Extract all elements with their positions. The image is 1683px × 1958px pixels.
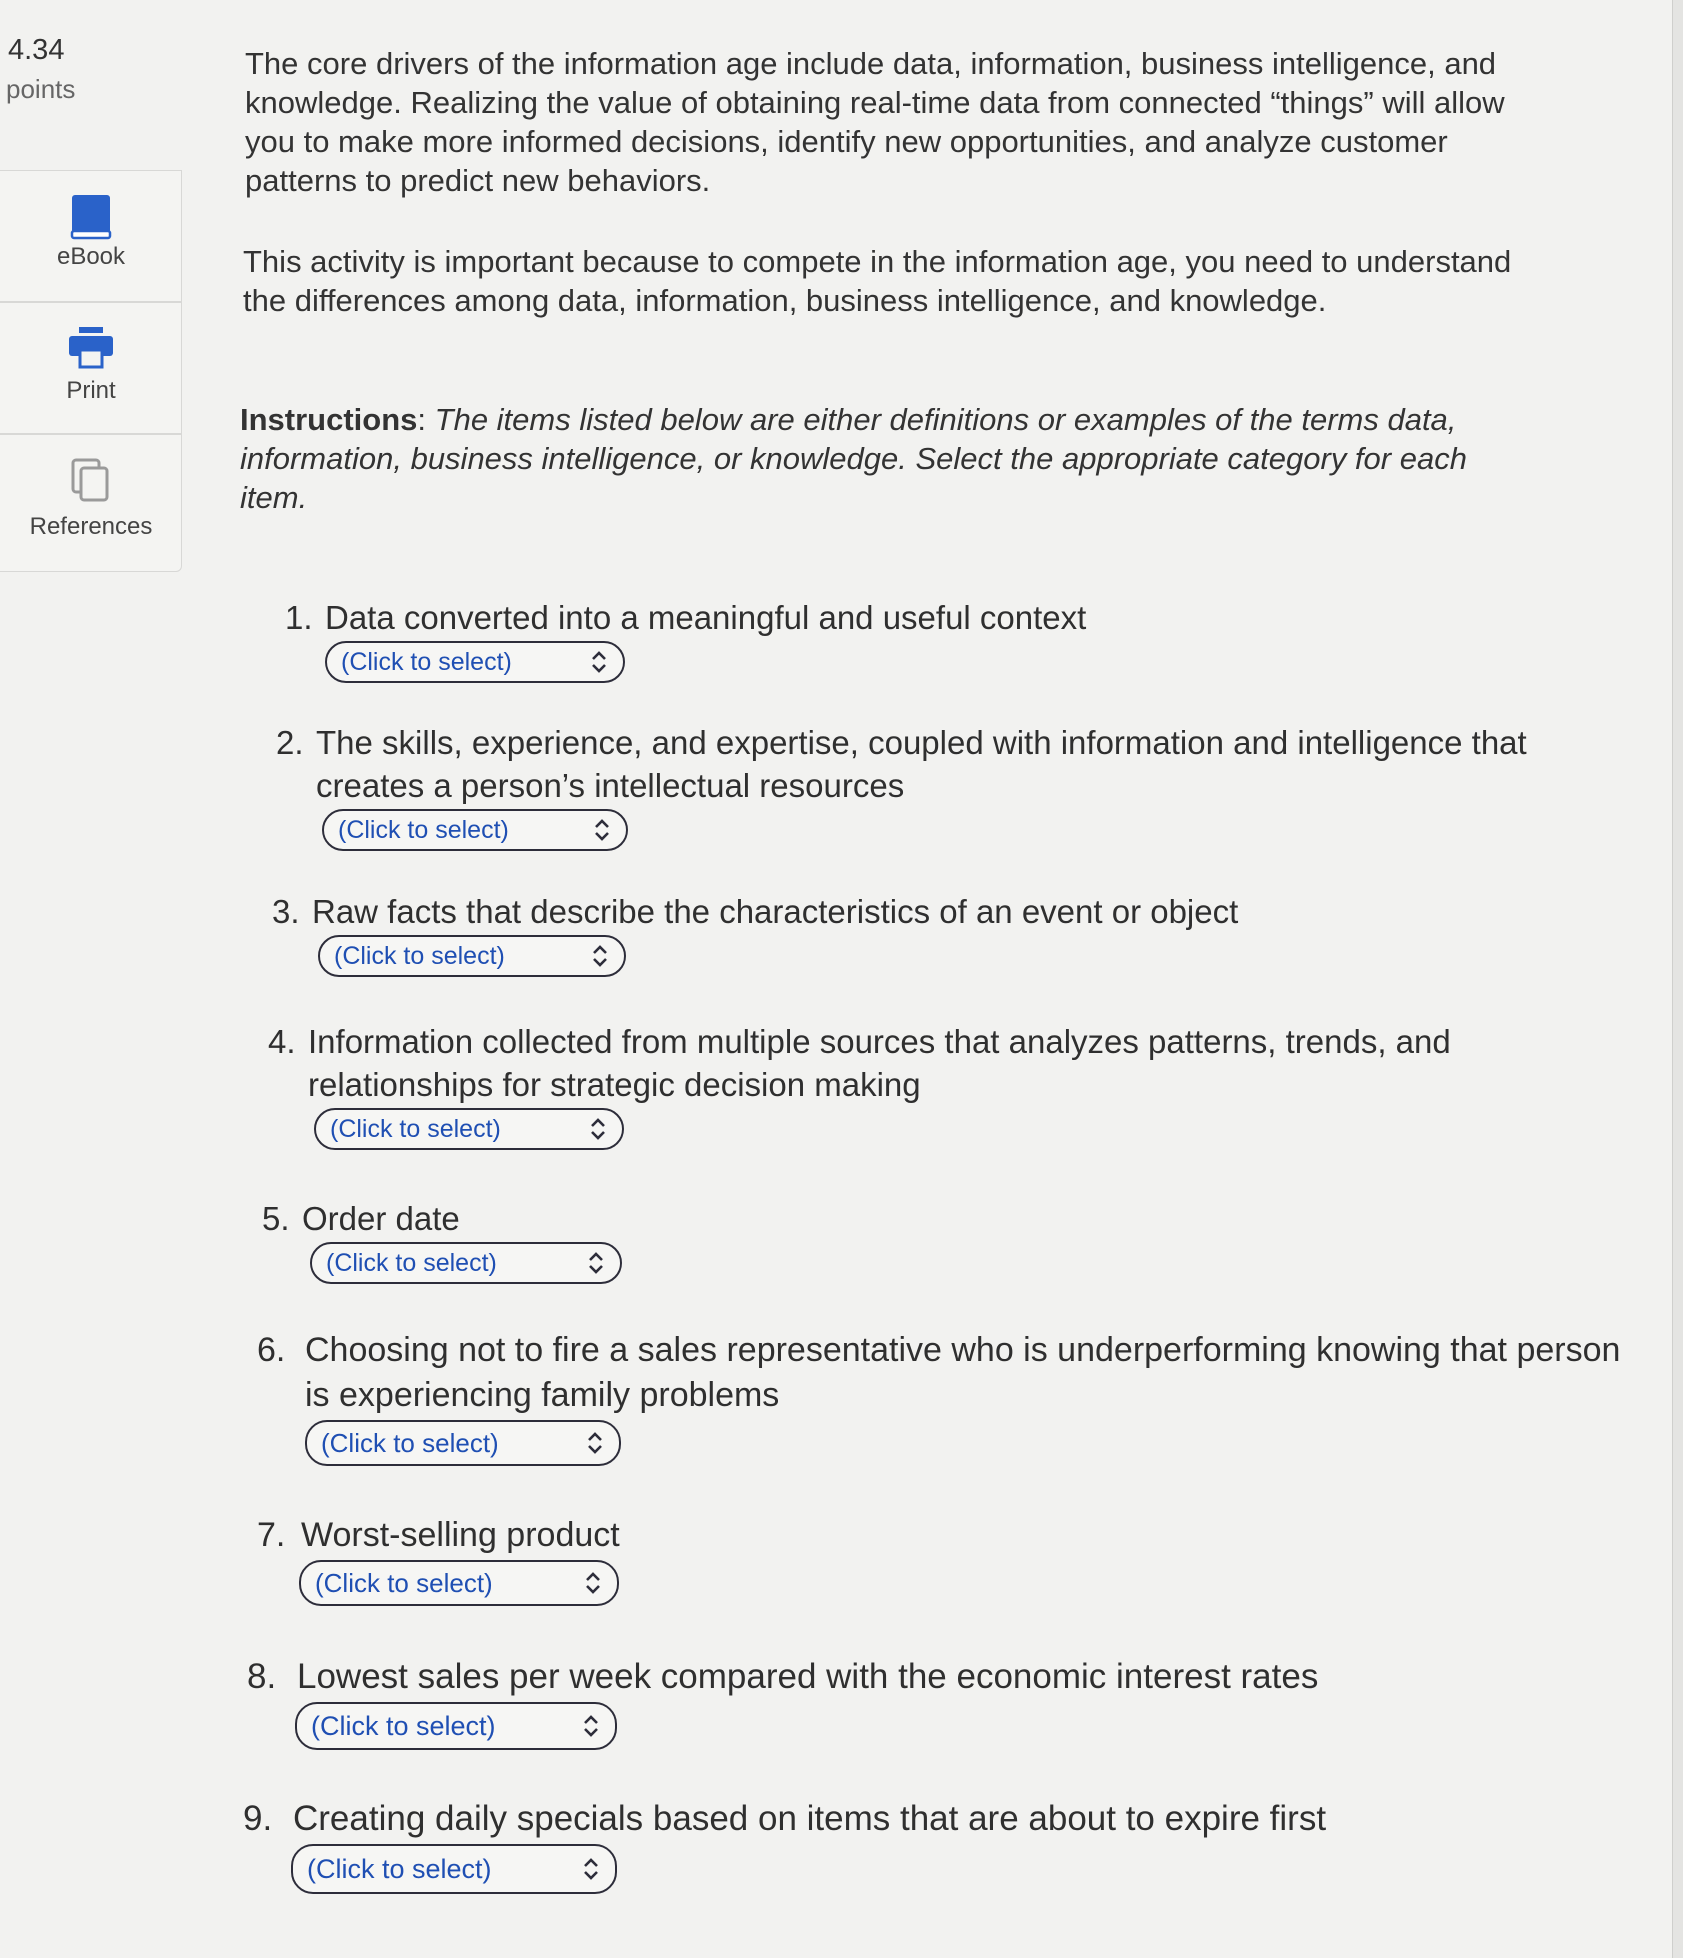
question-item <box>257 1328 1627 1466</box>
question-text: Raw facts that describe the characteristics of an event or object <box>312 893 1239 930</box>
references-label: References <box>29 513 153 540</box>
print-label: Print <box>66 377 116 404</box>
question-text: Data converted into a meaningful and useful context <box>325 599 1087 636</box>
question-item <box>247 1653 1637 1750</box>
select-placeholder: (Click to select) <box>307 1853 492 1884</box>
category-select[interactable] <box>318 935 626 977</box>
question-number: 7. <box>257 1516 286 1554</box>
question-number: 3. <box>272 893 300 930</box>
importance-paragraph: This activity is important because to compete in the information age, you need to understand the differences among data, information, business intelligence, and knowledge. <box>243 244 1512 318</box>
page-edge <box>1672 0 1683 1958</box>
points-value: 4.34 <box>8 34 65 66</box>
select-arrows-icon <box>586 1250 606 1276</box>
question-item <box>285 596 1605 683</box>
question-item <box>243 1795 1643 1894</box>
select-placeholder: (Click to select) <box>341 647 512 676</box>
select-arrows-icon <box>583 1570 603 1596</box>
question-number: 2. <box>276 724 304 761</box>
instructions-text: The items listed below are either definitions or examples of the terms data, information, business intelligence, or knowledge. Select the appropriate category for each item. <box>240 402 1467 515</box>
question-item <box>262 1197 1602 1284</box>
select-arrows-icon <box>592 817 612 843</box>
printer-icon <box>0 325 182 375</box>
references-button[interactable] <box>0 434 182 572</box>
select-placeholder: (Click to select) <box>315 1567 493 1598</box>
instructions-label: Instructions <box>240 402 418 437</box>
question-text: Worst-selling product <box>301 1516 620 1554</box>
question-item <box>276 721 1606 851</box>
category-select[interactable] <box>291 1844 617 1894</box>
question-number: 8. <box>247 1657 277 1696</box>
points-label: points <box>6 74 76 104</box>
ebook-button[interactable] <box>0 170 182 302</box>
select-placeholder: (Click to select) <box>338 815 509 844</box>
question-item <box>257 1513 1627 1606</box>
select-arrows-icon <box>589 649 609 675</box>
category-select[interactable] <box>305 1420 621 1466</box>
question-number: 4. <box>268 1023 296 1060</box>
copy-pages-icon <box>0 457 182 507</box>
question-text: Lowest sales per week compared with the economic interest rates <box>297 1657 1319 1696</box>
question-text: Creating daily specials based on items that are about to expire first <box>293 1799 1327 1838</box>
select-arrows-icon <box>581 1713 601 1739</box>
select-arrows-icon <box>581 1856 601 1882</box>
select-placeholder: (Click to select) <box>311 1710 496 1741</box>
question-number: 9. <box>243 1799 273 1838</box>
ebook-label: eBook <box>56 243 126 270</box>
question-text: The skills, experience, and expertise, coupled with information and intelligence that creates a person’s intellectual resources <box>316 724 1527 804</box>
category-select[interactable] <box>310 1242 622 1284</box>
question-item <box>268 1020 1608 1150</box>
instructions-paragraph: Instructions: The items listed below are either definitions or examples of the terms data, information, business intelligence, or knowledge. Select the appropriate category for each item. <box>240 402 1467 515</box>
category-select[interactable] <box>314 1108 624 1150</box>
category-select[interactable] <box>295 1702 617 1750</box>
select-placeholder: (Click to select) <box>321 1427 499 1458</box>
category-select[interactable] <box>325 641 625 683</box>
question-text: Order date <box>302 1200 460 1237</box>
question-item <box>272 890 1612 977</box>
select-placeholder: (Click to select) <box>326 1248 497 1277</box>
select-placeholder: (Click to select) <box>334 941 505 970</box>
select-arrows-icon <box>585 1430 605 1456</box>
question-number: 5. <box>262 1200 290 1237</box>
print-button[interactable] <box>0 302 182 434</box>
question-text: Choosing not to fire a sales representative who is underperforming knowing that person is experiencing family problems <box>305 1331 1621 1414</box>
category-select[interactable] <box>322 809 628 851</box>
select-placeholder: (Click to select) <box>330 1114 501 1143</box>
category-select[interactable] <box>299 1560 619 1606</box>
select-arrows-icon <box>590 943 610 969</box>
question-number: 6. <box>257 1331 286 1369</box>
select-arrows-icon <box>588 1116 608 1142</box>
question-number: 1. <box>285 599 313 636</box>
book-icon <box>0 193 182 243</box>
question-text: Information collected from multiple sources that analyzes patterns, trends, and relationships for strategic decision making <box>308 1023 1451 1103</box>
intro-paragraph: The core drivers of the information age include data, information, business intelligence, and knowledge. Realizing the value of obtaining real-time data from connected “things” will allow you to make more informed decisions, identify new opportunities, and analyze customer patterns to predict new behaviors. <box>245 46 1505 198</box>
